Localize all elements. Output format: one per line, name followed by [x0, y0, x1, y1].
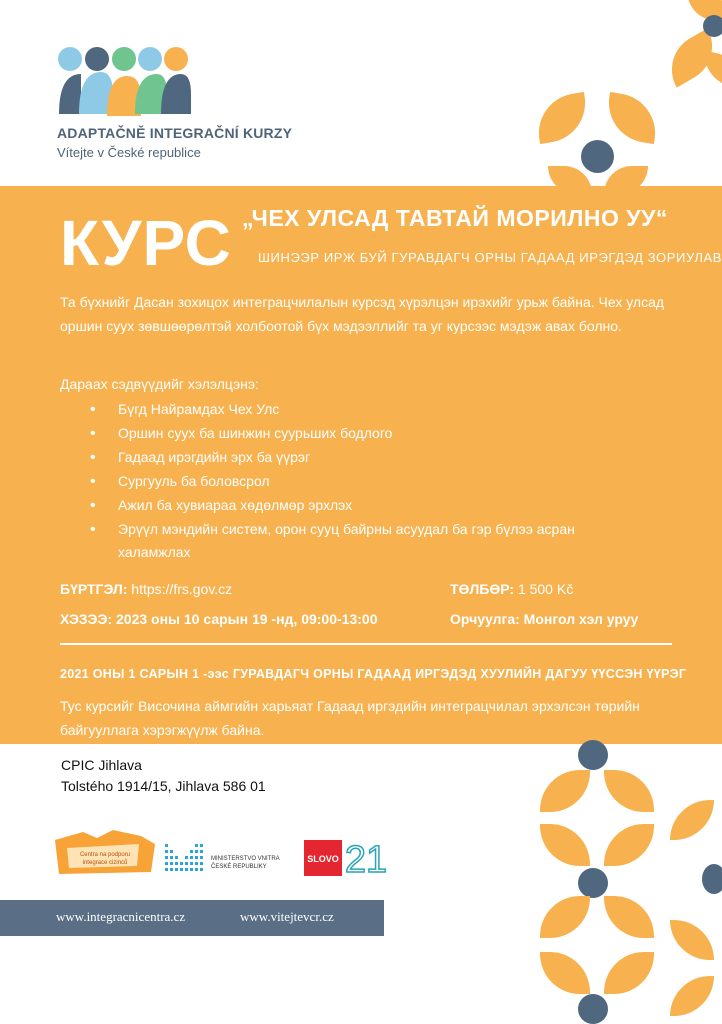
ministry-logo-line1: MINISTERSTVO VNITRA — [211, 856, 280, 862]
cpic-logo-line1: Centra na podporu — [79, 852, 131, 858]
logo-subtitle: Vítejte v České republice — [57, 145, 201, 160]
list-item: • Сургууль ба боловсрол — [90, 470, 650, 493]
slovo-number: 21 — [344, 839, 388, 878]
course-label: КУРС — [60, 207, 232, 279]
logo-people-icon — [57, 46, 197, 118]
list-item: • Эрүүл мэндийн систем, орон сууц байрны асуудал ба гэр бүлээ асран халамжлах — [90, 518, 650, 564]
topics-list — [90, 398, 650, 565]
course-date: ХЭЗЭЭ: 2023 оны 10 сарын 19 -нд, 09:00-13:00 — [60, 611, 378, 627]
registration-link[interactable]: https://frs.gov.cz — [131, 581, 233, 597]
fee — [450, 581, 573, 597]
topics-intro: Дараах сэдвүүдийг хэлэлцэнэ: — [60, 376, 259, 392]
ministry-logo-line2: ČESKÉ REPUBLIKY — [211, 864, 267, 870]
website-link-vitejtevcr[interactable]: www.vitejtevcr.cz — [240, 909, 334, 924]
course-intro: Та бүхнийг Дасан зохицох интеграцчилалын курсэд хүрэлцэн ирэхийг урьж байна. Чех улсад оршин суух зөвшөөрөлтэй холбоотой бүх мэдээллийг та уг курсээс мэдэж авах болно. — [60, 294, 665, 334]
law-heading: 2021 ОНЫ 1 САРЫН 1 -ээс ГУРАВДАГЧ ОРНЫ ГАДААД ИРГЭДЭД ХУУЛИЙН ДАГУУ ҮҮССЭН ҮҮРЭГ — [60, 667, 687, 681]
slovo21-logo — [304, 838, 388, 878]
list-item: • Бүгд Найрамдах Чех Улс — [90, 398, 650, 421]
venue-name: CPIC Jihlava — [61, 757, 142, 773]
list-item: • Ажил ба хувиараа хөдөлмөр эрхлэх — [90, 494, 650, 517]
list-item: • Гадаад ирэгдийн эрх ба үүрэг — [90, 446, 650, 469]
cpic-logo-line2: integrace cizinců — [82, 860, 128, 866]
list-item: • Оршин суух ба шинжин суурьших бодлого — [90, 422, 650, 445]
course-subtitle: ШИНЭЭР ИРЖ БУЙ ГУРАВДАГЧ ОРНЫ ГАДААД ИРЭГДЭД ЗОРИУЛАВ — [258, 250, 722, 265]
logo-title: ADAPTAČNĚ INTEGRAČNÍ KURZY — [57, 125, 293, 141]
ministry-logo — [165, 840, 291, 880]
decor-flower-bottom — [520, 740, 722, 1024]
registration — [60, 581, 232, 597]
registration-label: БҮРТГЭЛ: — [60, 581, 128, 597]
divider — [60, 643, 672, 645]
cpic-logo — [53, 826, 157, 878]
fee-value: 1 500 Kč — [517, 581, 574, 597]
course-title: „ЧЕХ УЛСАД ТАВТАЙ МОРИЛНО УУ“ — [242, 205, 668, 231]
slovo-word: SLOVO — [307, 854, 339, 864]
venue-address: Tolstého 1914/15, Jihlava 586 01 — [61, 778, 266, 794]
translation-info: Орчуулга: Монгол хэл уруу — [450, 611, 639, 627]
fee-label: ТӨЛБӨР: — [450, 581, 515, 597]
law-text: Тус курсийг Височина аймгийн харьяат Гадаад иргэдийн интеграцчилал эрхэлсэн төрийн байгууллага хэрэгжүүлж байна. — [60, 698, 640, 738]
website-link-integracnicentra[interactable]: www.integracnicentra.cz — [56, 909, 186, 924]
